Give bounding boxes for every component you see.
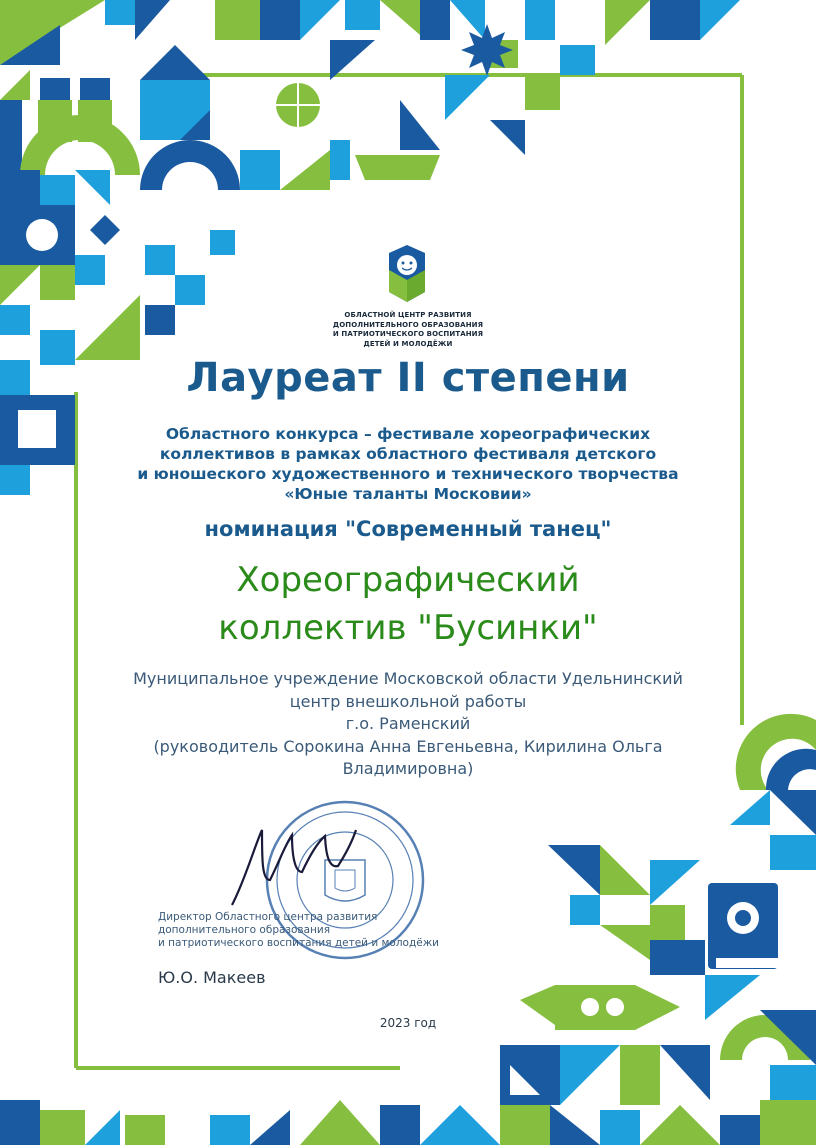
emblem-book-icon — [708, 883, 778, 969]
organization-line: ДЕТЕЙ И МОЛОДЁЖИ — [363, 339, 453, 348]
contest-description — [0, 424, 816, 504]
award-title: Лауреат II степени — [186, 355, 630, 401]
institution-line: (руководитель Сорокина Анна Евгеньевна, Кирилина Ольга — [153, 736, 663, 756]
director-line: Директор Областного центра развития — [158, 911, 378, 923]
contest-line: «Юные таланты Московии» — [284, 485, 532, 503]
organization-name — [0, 311, 816, 349]
nomination: номинация "Современный танец" — [204, 517, 612, 541]
collective-line: Хореографический — [236, 560, 580, 600]
organization-line: ДОПОЛНИТЕЛЬНОГО ОБРАЗОВАНИЯ — [332, 320, 484, 329]
organization-line: ОБЛАСТНОЙ ЦЕНТР РАЗВИТИЯ — [344, 311, 472, 319]
institution-line: г.о. Раменский — [345, 714, 471, 733]
star-icon — [461, 24, 513, 76]
contest-line: и юношеского художественного и технического творчества — [137, 465, 679, 483]
organization-line: И ПАТРИОТИЧЕСКОГО ВОСПИТАНИЯ — [332, 330, 484, 338]
sailboat-icon — [400, 100, 440, 150]
institution-line: Муниципальное учреждение Московской области Удельнинский — [133, 669, 683, 688]
director-line: дополнительного образования — [158, 924, 331, 936]
contest-line: коллективов в рамках областного фестиваля детского — [159, 445, 657, 463]
organization-logo — [389, 245, 425, 302]
collective-line: коллектив "Бусинки" — [218, 608, 598, 648]
director-line: и патриотического воспитания детей и молодёжи — [158, 937, 439, 949]
signature-mark — [232, 830, 356, 905]
institution-info — [0, 668, 816, 781]
house-roof — [140, 45, 210, 80]
director-name: Ю.О. Макеев — [158, 968, 266, 987]
institution-line: Владимировна) — [342, 759, 474, 778]
issue-year: 2023 год — [379, 1016, 437, 1030]
circle-shape — [26, 219, 58, 251]
institution-line: центр внешкольной работы — [289, 691, 527, 711]
contest-line: Областного конкурса – фестивале хореографических — [165, 425, 651, 443]
collective-name — [0, 556, 816, 652]
director-title — [158, 911, 439, 950]
